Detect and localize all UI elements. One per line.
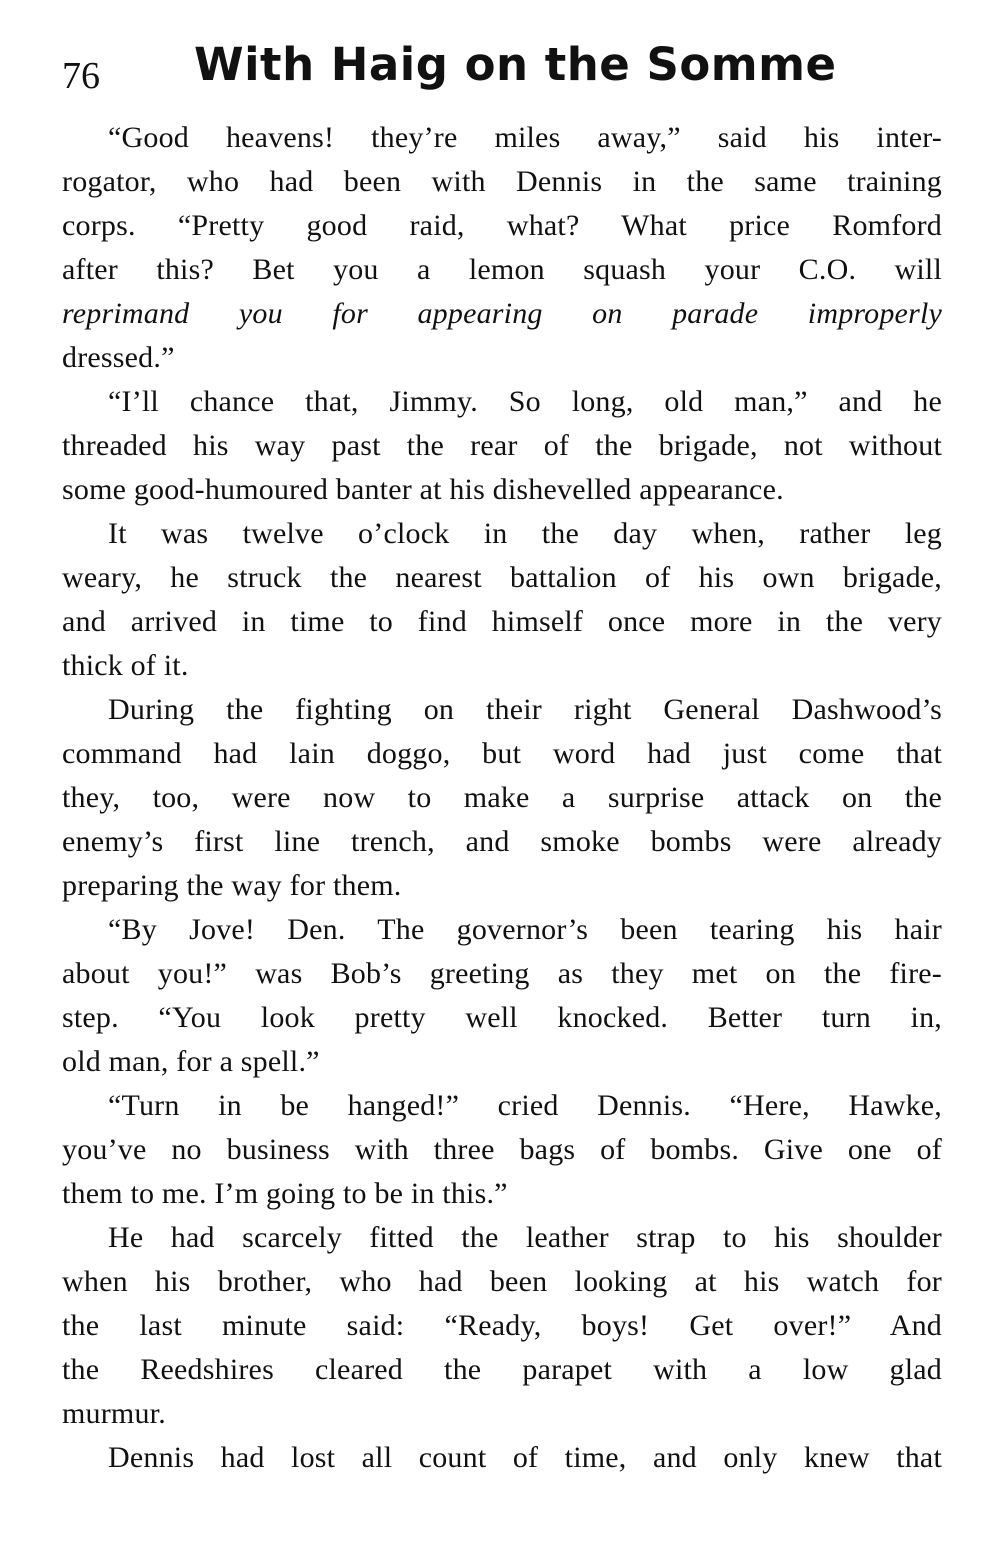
text-line: He had scarcely fitted the leather strap to his shoulder <box>108 1221 942 1254</box>
text-line: “Turn in be hanged!” cried Dennis. “Here, Hawke, <box>108 1089 942 1122</box>
text-line: “By Jove! Den. The governor’s been tearing his hair <box>108 913 942 946</box>
text-line: Dennis had lost all count of time, and only knew that <box>108 1441 942 1474</box>
text-line: old man, for a spell.” <box>62 1045 320 1078</box>
text-line: after this? Bet you a lemon squash your C.O. will <box>62 253 942 286</box>
running-head <box>62 38 942 108</box>
body-text <box>62 116 942 1480</box>
text-line: murmur. <box>62 1397 166 1430</box>
text-line: During the fighting on their right General Dashwood’s <box>108 693 942 726</box>
text-line: threaded his way past the rear of the brigade, not without <box>62 429 942 462</box>
text-line: “I’ll chance that, Jimmy. So long, old man,” and he <box>108 385 942 418</box>
text-line: It was twelve o’clock in the day when, rather leg <box>108 517 942 550</box>
text-line: preparing the way for them. <box>62 869 402 902</box>
text-line: step. “You look pretty well knocked. Better turn in, <box>62 1001 942 1034</box>
text-line: thick of it. <box>62 649 189 682</box>
text-line: about you!” was Bob’s greeting as they met on the fire- <box>62 957 942 990</box>
text-line: they, too, were now to make a surprise attack on the <box>62 781 942 814</box>
text-line: reprimand you for appearing on parade improperly <box>62 297 942 330</box>
text-line: some good-humoured banter at his dishevelled appearance. <box>62 473 784 506</box>
text-line: when his brother, who had been looking at his watch for <box>62 1265 942 1298</box>
text-line: the last minute said: “Ready, boys! Get over!” And <box>62 1309 942 1342</box>
text-line: weary, he struck the nearest battalion of his own brigade, <box>62 561 942 594</box>
text-line: corps. “Pretty good raid, what? What price Romford <box>62 209 942 242</box>
text-line: “Good heavens! they’re miles away,” said his inter- <box>108 121 942 154</box>
text-line: you’ve no business with three bags of bombs. Give one of <box>62 1133 942 1166</box>
text-line: the Reedshires cleared the parapet with a low glad <box>62 1353 942 1386</box>
book-title: With Haig on the Somme <box>194 38 837 91</box>
text-line: rogator, who had been with Dennis in the same training <box>62 165 942 198</box>
text-line: enemy’s first line trench, and smoke bombs were already <box>62 825 942 858</box>
text-line: dressed.” <box>62 341 175 374</box>
text-line: them to me. I’m going to be in this.” <box>62 1177 508 1210</box>
page-number: 76 <box>62 55 100 97</box>
text-line: command had lain doggo, but word had just come that <box>62 737 942 770</box>
text-line: and arrived in time to find himself once more in the very <box>62 605 942 638</box>
